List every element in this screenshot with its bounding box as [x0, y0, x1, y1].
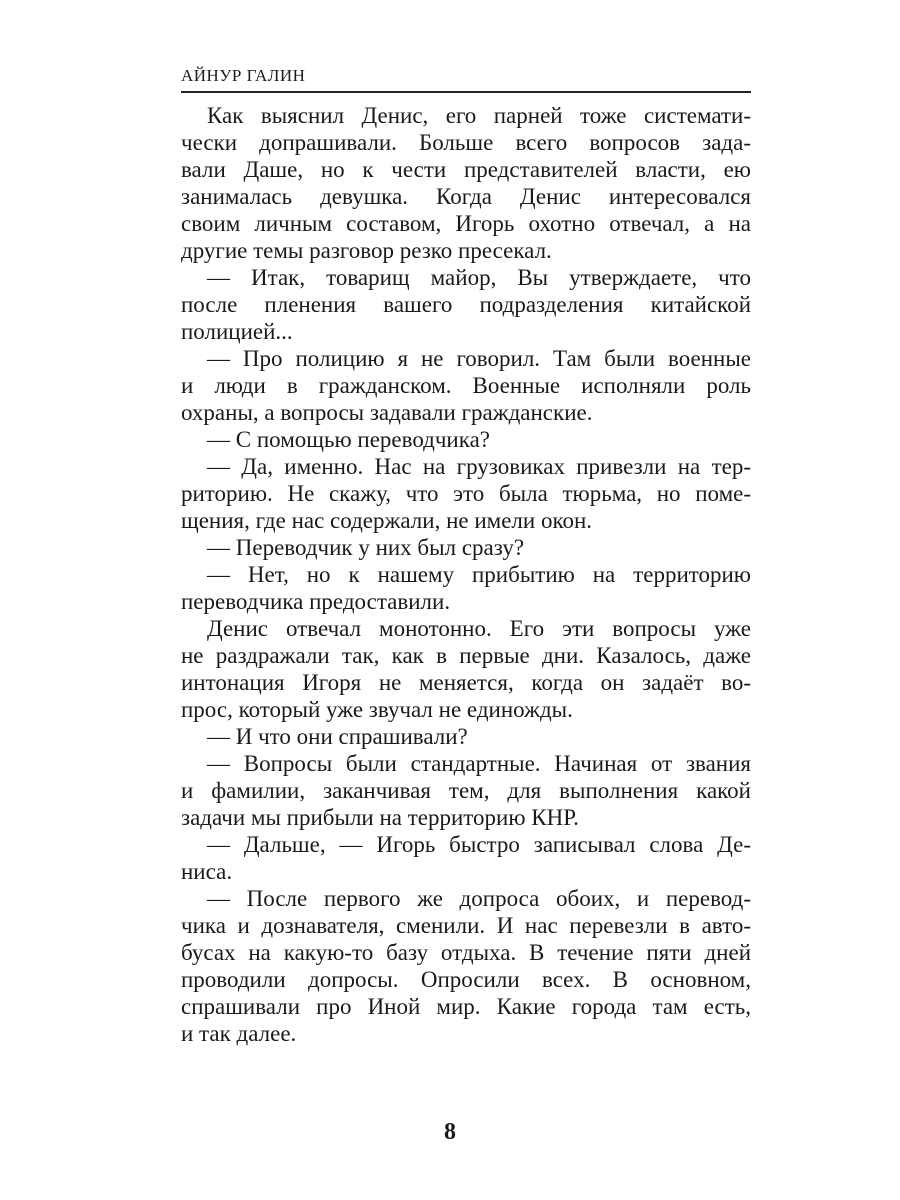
text-line: чески допрашивали. Больше всего вопросов зада-	[181, 130, 751, 155]
text-line: вали Даше, но к чести представителей власти, ею	[181, 157, 751, 182]
running-header: АЙНУР ГАЛИН	[181, 66, 306, 85]
text-line: чика и дознавателя, сменили. И нас перевезли в авто-	[181, 913, 751, 938]
text-line: — Итак, товарищ майор, Вы утверждаете, что	[207, 265, 751, 290]
text-line: — С помощью переводчика?	[207, 427, 490, 452]
text-line: не раздражали так, как в первые дни. Казалось, даже	[181, 643, 751, 668]
text-line: переводчика предоставили.	[181, 589, 451, 614]
header-divider	[181, 91, 751, 93]
text-line: — Дальше, — Игорь быстро записывал слова Де-	[207, 832, 751, 857]
text-line: щения, где нас содержали, не имели окон.	[181, 508, 593, 533]
text-line: после пленения вашего подразделения китайской	[181, 292, 751, 317]
text-line: спрашивали про Иной мир. Какие города там есть,	[181, 994, 751, 1019]
text-line: — Вопросы были стандартные. Начиная от звания	[207, 751, 751, 776]
text-line: риторию. Не скажу, что это была тюрьма, но поме-	[181, 481, 751, 506]
text-line: другие темы разговор резко пресекал.	[181, 238, 552, 263]
page-body	[181, 102, 751, 1047]
text-line: полицией...	[181, 319, 293, 344]
text-line: бусах на какую-то базу отдыха. В течение пяти дней	[181, 940, 751, 965]
text-line: занималась девушка. Когда Денис интересовался	[181, 184, 751, 209]
text-line: ниса.	[181, 859, 233, 884]
text-line: — Про полицию я не говорил. Там были военные	[207, 346, 751, 371]
page-number: 8	[444, 1119, 456, 1145]
text-line: задачи мы прибыли на территорию КНР.	[181, 805, 579, 830]
text-line: проводили допросы. Опросили всех. В основном,	[181, 967, 751, 992]
text-line: и фамилии, заканчивая тем, для выполнения какой	[181, 778, 751, 803]
text-line: охраны, а вопросы задавали гражданские.	[181, 400, 593, 425]
text-line: и люди в гражданском. Военные исполняли роль	[181, 373, 751, 398]
text-line: прос, который уже звучал не единожды.	[181, 697, 573, 722]
text-line: Как выяснил Денис, его парней тоже системати-	[207, 103, 751, 128]
text-line: и так далее.	[181, 1021, 297, 1046]
text-line: — И что они спрашивали?	[207, 724, 468, 749]
text-line: — После первого же допроса обоих, и перевод-	[207, 886, 751, 911]
text-line: — Нет, но к нашему прибытию на территорию	[207, 562, 751, 587]
text-line: своим личным составом, Игорь охотно отвечал, а на	[181, 211, 751, 236]
text-line: Денис отвечал монотонно. Его эти вопросы уже	[207, 616, 751, 641]
text-line: интонация Игоря не меняется, когда он задаёт во-	[181, 670, 751, 695]
text-line: — Да, именно. Нас на грузовиках привезли на тер-	[207, 454, 751, 479]
text-line: — Переводчик у них был сразу?	[207, 535, 525, 560]
